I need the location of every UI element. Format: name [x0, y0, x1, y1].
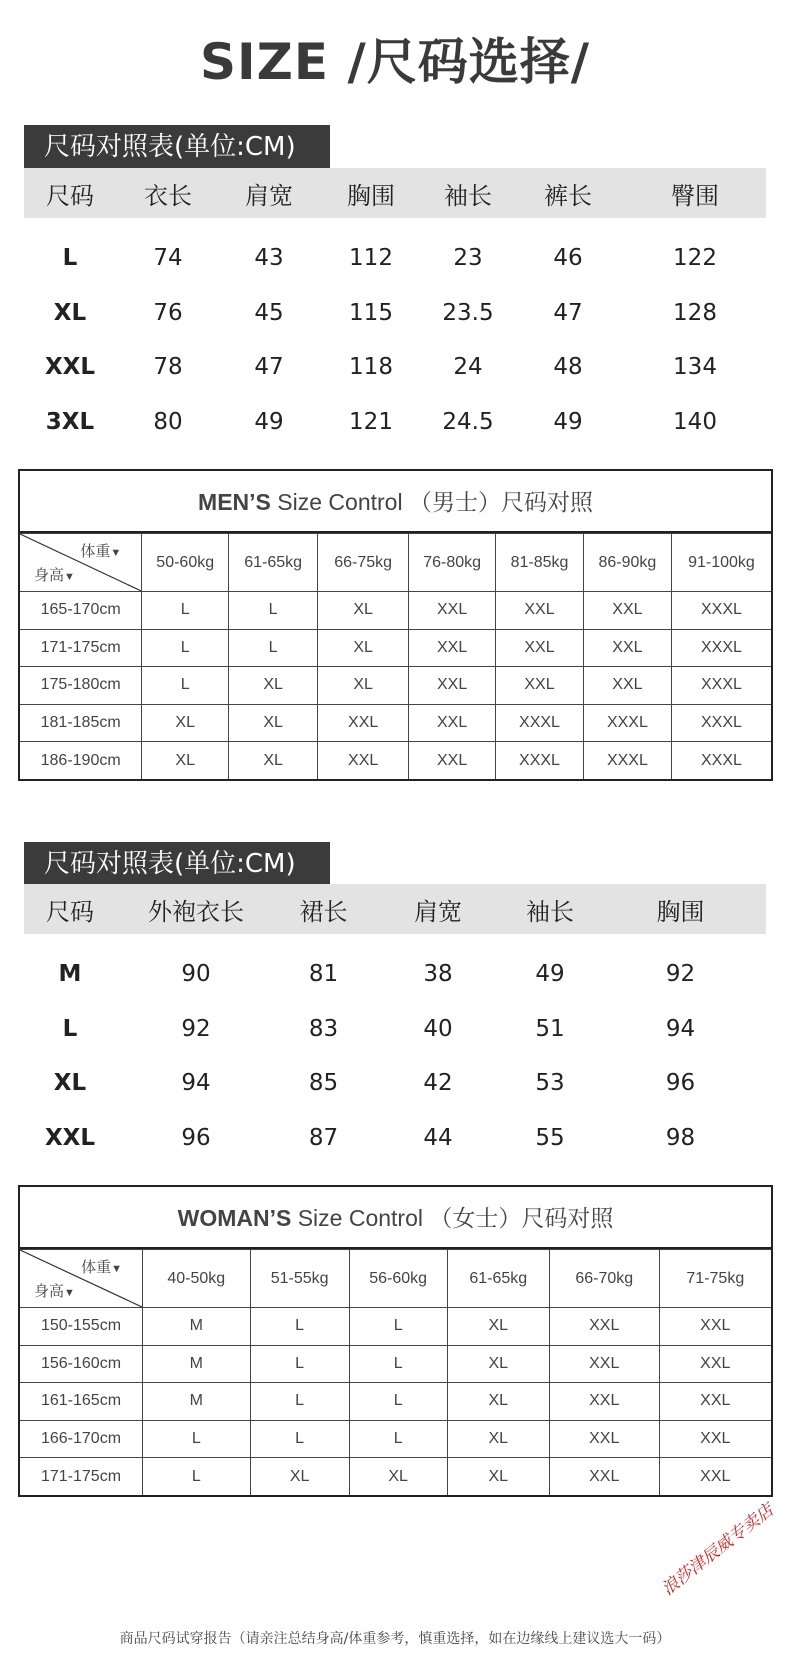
size-cell: L: [229, 592, 318, 630]
size-label: XL: [53, 1070, 87, 1096]
table-cell: 81: [308, 961, 339, 987]
size-cell: XXL: [549, 1458, 659, 1496]
men-control-grid: [20, 533, 771, 779]
size-cell: XXL: [659, 1420, 771, 1458]
size-table-label: 尺码对照表(单位:CM): [24, 125, 330, 170]
column-header: 臀围: [671, 181, 719, 210]
size-cell: XXXL: [583, 742, 671, 780]
height-range: 156-160cm: [20, 1345, 143, 1383]
table-cell: 53: [535, 1070, 565, 1096]
weight-range: 76-80kg: [409, 534, 496, 592]
size-cell: XXXL: [671, 667, 771, 705]
size-label: L: [62, 245, 78, 271]
size-cell: L: [250, 1420, 349, 1458]
column-header: 袖长: [444, 181, 492, 210]
woman-size-control-table: [18, 1185, 773, 1497]
table-cell: 45: [254, 299, 284, 326]
size-cell: XXXL: [671, 592, 771, 630]
size-cell: XXL: [496, 667, 584, 705]
column-header: 外袍衣长: [148, 897, 244, 926]
column-header: 衣长: [144, 181, 192, 210]
table-cell: 78: [153, 354, 183, 380]
table-row: [24, 1058, 766, 1108]
table-cell: 38: [423, 961, 453, 987]
size-cell: L: [143, 1458, 251, 1496]
table-cell: 87: [308, 1124, 339, 1151]
size-cell: XXL: [549, 1308, 659, 1346]
size-cell: XXXL: [496, 742, 584, 780]
size-cell: XXL: [549, 1383, 659, 1421]
page-title: SIZE /尺码选择/: [200, 33, 590, 91]
table-cell: 43: [254, 245, 284, 271]
size-cell: L: [349, 1308, 447, 1346]
size-cell: M: [143, 1345, 251, 1383]
table-cell: 49: [254, 408, 284, 435]
table-cell: 80: [153, 408, 183, 435]
height-range: 150-155cm: [20, 1308, 143, 1346]
size-cell: L: [250, 1345, 349, 1383]
table-cell: 23.5: [442, 299, 494, 326]
size-cell: XL: [318, 667, 409, 705]
size-label: M: [58, 961, 82, 987]
table-row: [20, 1345, 771, 1383]
table-cell: 94: [181, 1070, 211, 1096]
size-cell: M: [143, 1383, 251, 1421]
size-cell: XL: [447, 1458, 549, 1496]
size-cell: XXL: [659, 1308, 771, 1346]
table-cell: 98: [665, 1124, 696, 1151]
table-cell: 55: [535, 1124, 565, 1151]
woman-control-grid: [20, 1249, 771, 1495]
table-cell: 42: [423, 1070, 453, 1096]
size-label: XXL: [44, 354, 96, 380]
table-cell: 24: [453, 354, 483, 380]
weight-label-text: 体重: [80, 543, 111, 560]
size-cell: XXXL: [583, 704, 671, 742]
table-cell: 122: [673, 245, 717, 271]
size-cell: XXL: [496, 629, 584, 667]
table-row: [20, 1308, 771, 1346]
size-cell: L: [349, 1345, 447, 1383]
height-range: 171-175cm: [20, 629, 142, 667]
size-cell: XL: [447, 1308, 549, 1346]
size-cell: XXL: [318, 704, 409, 742]
table-cell: 118: [349, 354, 393, 380]
table-cell: 40: [423, 1015, 453, 1042]
size-cell: XL: [318, 592, 409, 630]
table-cell: 47: [553, 299, 583, 326]
table-row: [20, 667, 771, 705]
table-row: [24, 1113, 766, 1163]
table-cell: 76: [153, 299, 183, 326]
column-header: 裙长: [299, 897, 348, 926]
size-cell: XXL: [409, 629, 496, 667]
weight-range: 56-60kg: [349, 1250, 447, 1308]
size-cell: XXXL: [496, 704, 584, 742]
corner-cell: [20, 1250, 143, 1308]
weight-label: [80, 540, 121, 561]
column-header: 胸围: [347, 181, 395, 210]
triangle-down-icon: ▼: [64, 571, 75, 583]
height-label: [34, 1280, 75, 1301]
height-range: 181-185cm: [20, 704, 142, 742]
table-cell: 92: [181, 1015, 211, 1042]
weight-label: [81, 1256, 122, 1277]
size-cell: XXL: [549, 1420, 659, 1458]
weight-range: 91-100kg: [671, 534, 771, 592]
size-cell: XXL: [496, 592, 584, 630]
men-control-title: [20, 471, 771, 533]
table-cell: 90: [181, 961, 211, 987]
table-cell: 121: [349, 408, 393, 435]
size-cell: XL: [229, 742, 318, 780]
column-header: 尺码: [46, 181, 94, 210]
size-cell: XL: [250, 1458, 349, 1496]
size-cell: XXL: [409, 742, 496, 780]
size-cell: L: [250, 1308, 349, 1346]
column-header: 肩宽: [245, 181, 293, 210]
size-table-header: [24, 168, 766, 218]
table-cell: 24.5: [442, 408, 494, 435]
men-control-title-bold: MEN’S: [198, 489, 271, 515]
table-row: [20, 592, 771, 630]
size-cell: XXL: [318, 742, 409, 780]
weight-range: 66-70kg: [549, 1250, 659, 1308]
grid-header-row: [20, 534, 771, 592]
grid-header-row: [20, 1250, 771, 1308]
column-header: 袖长: [526, 897, 574, 926]
size-cell: XXL: [659, 1383, 771, 1421]
table-cell: 47: [254, 354, 284, 380]
size-cell: XXL: [409, 667, 496, 705]
table-cell: 85: [308, 1070, 339, 1096]
size-cell: L: [143, 1420, 251, 1458]
table-cell: 96: [665, 1070, 696, 1096]
size-label: 3XL: [45, 408, 95, 435]
table-cell: 92: [665, 961, 696, 987]
size-cell: XXL: [583, 592, 671, 630]
table-cell: 96: [181, 1124, 211, 1151]
table-cell: 128: [673, 299, 717, 326]
column-header: 胸围: [656, 897, 705, 926]
size-cell: XL: [447, 1383, 549, 1421]
size-cell: XL: [142, 742, 229, 780]
size-cell: XL: [447, 1420, 549, 1458]
weight-range: 40-50kg: [143, 1250, 251, 1308]
size-label: XXL: [44, 1124, 96, 1151]
weight-range: 81-85kg: [496, 534, 584, 592]
column-header: 尺码: [46, 897, 94, 926]
store-watermark: 浪莎津辰威专卖店: [658, 1500, 778, 1600]
height-range: 161-165cm: [20, 1383, 143, 1421]
size-label: L: [62, 1015, 78, 1042]
size-cell: XL: [318, 629, 409, 667]
size-cell: XL: [447, 1345, 549, 1383]
size-cell: XXL: [549, 1345, 659, 1383]
table-row: [20, 1383, 771, 1421]
table-row: [20, 1420, 771, 1458]
table-row: [24, 949, 766, 999]
weight-range: 61-65kg: [229, 534, 318, 592]
height-label: [34, 564, 75, 585]
table-cell: 51: [535, 1015, 565, 1042]
size-cell: XXL: [583, 667, 671, 705]
weight-range: 50-60kg: [142, 534, 229, 592]
table-cell: 23: [453, 245, 483, 271]
size-cell: XXL: [659, 1345, 771, 1383]
weight-range: 51-55kg: [250, 1250, 349, 1308]
table-cell: 74: [153, 245, 183, 271]
size-cell: XXXL: [671, 629, 771, 667]
height-range: 166-170cm: [20, 1420, 143, 1458]
size-cell: M: [143, 1308, 251, 1346]
size-cell: XXXL: [671, 742, 771, 780]
table-cell: 94: [665, 1015, 696, 1042]
table-row: [24, 233, 766, 283]
table-row: [20, 704, 771, 742]
size-cell: L: [142, 629, 229, 667]
table-row: [20, 629, 771, 667]
table-row: [24, 397, 766, 447]
size-cell: L: [349, 1420, 447, 1458]
weight-range: 71-75kg: [659, 1250, 771, 1308]
size-cell: L: [250, 1383, 349, 1421]
table-cell: 83: [308, 1015, 339, 1042]
size-table-header-2: [24, 884, 766, 934]
size-cell: L: [229, 629, 318, 667]
footer-note: 商品尺码试穿报告（请亲注总结身高/体重参考，慎重选择，如在边缘线上建议选大一码）: [119, 1631, 671, 1647]
corner-cell: [20, 534, 142, 592]
weight-range: 61-65kg: [447, 1250, 549, 1308]
table-cell: 134: [673, 354, 717, 380]
table-cell: 46: [553, 245, 583, 271]
height-label-text: 身高: [34, 1283, 65, 1300]
weight-range: 86-90kg: [583, 534, 671, 592]
height-range: 171-175cm: [20, 1458, 143, 1496]
table-cell: 48: [553, 354, 583, 380]
woman-control-title: [20, 1187, 771, 1249]
height-range: 165-170cm: [20, 592, 142, 630]
size-cell: XXL: [659, 1458, 771, 1496]
size-cell: XL: [349, 1458, 447, 1496]
size-cell: L: [142, 667, 229, 705]
size-label: XL: [53, 299, 87, 326]
size-cell: XXL: [409, 704, 496, 742]
weight-label-text: 体重: [81, 1259, 112, 1276]
table-cell: 49: [553, 408, 583, 435]
size-cell: XXL: [583, 629, 671, 667]
size-cell: L: [142, 592, 229, 630]
table-row: [20, 1458, 771, 1496]
table-row: [24, 342, 766, 392]
table-row: [20, 742, 771, 780]
size-cell: XXL: [409, 592, 496, 630]
table-row: [24, 1004, 766, 1054]
size-cell: XL: [229, 704, 318, 742]
woman-control-title-rest: Size Control （女士）尺码对照: [291, 1205, 614, 1231]
height-label-text: 身高: [34, 567, 65, 584]
table-row: [24, 288, 766, 338]
table-cell: 140: [673, 408, 717, 435]
triangle-down-icon: ▼: [111, 1263, 122, 1275]
triangle-down-icon: ▼: [110, 547, 122, 559]
size-table-label-2: 尺码对照表(单位:CM): [24, 842, 330, 887]
table-cell: 44: [423, 1124, 453, 1151]
size-cell: XL: [229, 667, 318, 705]
column-header: 肩宽: [414, 897, 462, 926]
table-cell: 49: [535, 961, 565, 987]
men-size-control-table: [18, 469, 773, 781]
height-range: 186-190cm: [20, 742, 142, 780]
weight-range: 66-75kg: [318, 534, 409, 592]
table-cell: 112: [349, 245, 393, 271]
size-cell: XL: [142, 704, 229, 742]
size-cell: XXXL: [671, 704, 771, 742]
men-control-title-rest: Size Control （男士）尺码对照: [270, 489, 593, 515]
triangle-down-icon: ▼: [64, 1287, 75, 1299]
woman-control-title-bold: WOMAN’S: [177, 1205, 292, 1231]
height-range: 175-180cm: [20, 667, 142, 705]
size-cell: L: [349, 1383, 447, 1421]
column-header: 裤长: [544, 181, 592, 210]
table-cell: 115: [349, 299, 393, 326]
